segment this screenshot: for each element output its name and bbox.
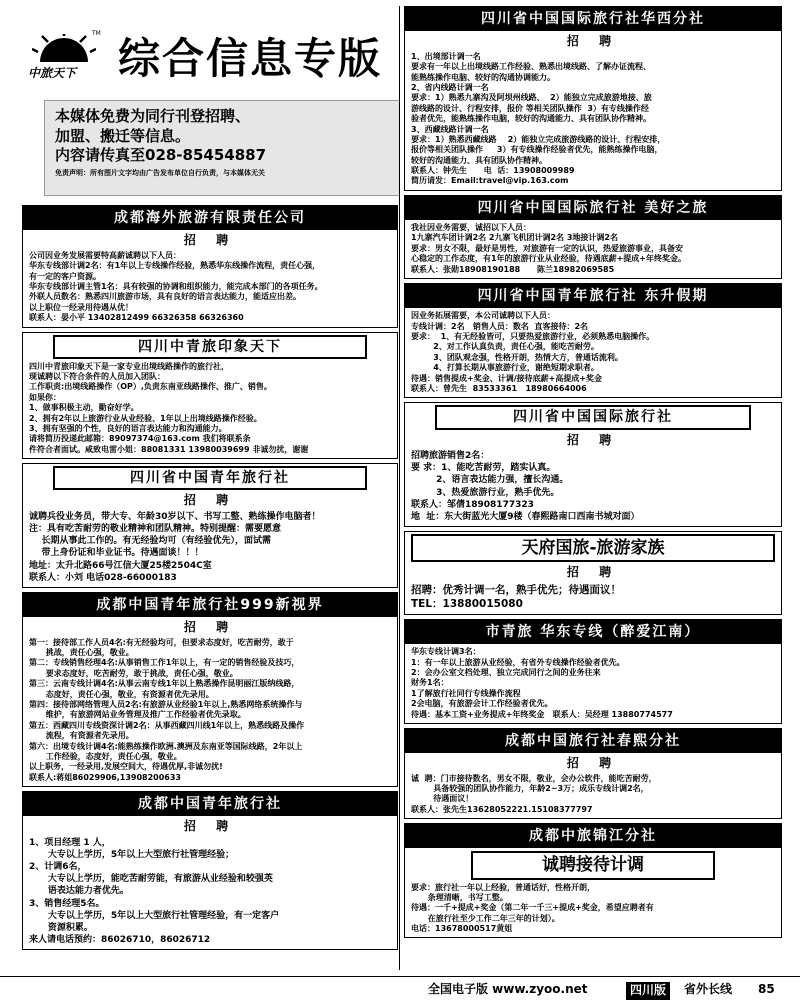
footer-section: 省外长线 bbox=[684, 982, 733, 996]
ad-title: 成都中国青年旅行社 bbox=[23, 792, 397, 816]
ad-line: 外联人员数名：熟悉四川旅游市场，具有良好的语言表达能力，能适应出差。 bbox=[29, 292, 301, 302]
ad-line: 条理清晰，书写工整。 bbox=[411, 892, 508, 902]
ad-line: 第五：西藏四川专线资深计调2名：从事西藏四川线1年以上，熟悉线路及操作 bbox=[29, 720, 305, 730]
ad-body bbox=[411, 883, 775, 935]
job-ad bbox=[22, 463, 398, 588]
ad-line: 以上职务，一经录用,发展空间大，待遇优厚,非诚勿扰! bbox=[29, 762, 223, 772]
sun-logo-icon bbox=[32, 34, 96, 64]
job-ad bbox=[22, 205, 398, 328]
job-ad bbox=[404, 283, 782, 398]
ad-line: 待遇：一千+提成+奖金（第二年一千三+提成+奖金，希望应聘者有 bbox=[411, 903, 654, 913]
ad-line: 带上身份证和毕业证书。待遇面谈！！！ bbox=[29, 548, 204, 559]
masthead bbox=[22, 6, 398, 201]
ad-line: 4、打算长期从事旅游行业，谢绝短期求职者。 bbox=[411, 363, 599, 373]
left-column bbox=[22, 6, 398, 954]
ad-line: 简历请发：Email:travel@vip.163.com bbox=[411, 176, 569, 186]
ad-line: 3、热爱旅游行业，熟手优先。 bbox=[411, 487, 560, 498]
ad-line: 联系人：晏小平 13402812499 66326358 66326360 bbox=[29, 313, 244, 323]
ad-body bbox=[411, 311, 775, 394]
ad-line: 2、计调6名， bbox=[29, 862, 87, 873]
ad-line: 2会电脑，有旅游会计工作经验者优先。 bbox=[411, 699, 553, 709]
ad-subtitle: 招 聘 bbox=[566, 565, 620, 580]
page-number: 85 bbox=[758, 982, 775, 996]
ad-line: 第六：出境专线计调4名:能熟练操作欧洲.澳洲及东南亚等国际线路，2年以上 bbox=[29, 741, 303, 751]
ad-line: TEL：13880015080 bbox=[411, 597, 523, 610]
ad-body bbox=[411, 450, 775, 523]
ad-line: 流程，有资源者先录用。 bbox=[29, 731, 134, 741]
job-ad bbox=[22, 592, 398, 787]
ad-line: 3、销售经理5名。 bbox=[29, 898, 105, 909]
disclaimer: 免责声明：所有图片文字均由广告发布单位自行负责，与本媒体无关 bbox=[55, 168, 265, 177]
job-ad bbox=[404, 619, 782, 724]
ad-line: 心稳定的工作态度，有1年的旅游行业从业经验，待遇底薪+提成+年终奖金。 bbox=[411, 254, 686, 264]
ad-line: 3、西藏线路计调一名 bbox=[411, 124, 489, 134]
ad-line: 诚聘兵役业务员，带大专、年龄30岁以下、书写工整、熟练操作电脑者！ bbox=[29, 512, 321, 522]
ad-line: 2、对工作认真负责，责任心强，能吃苦耐劳。 bbox=[411, 342, 599, 352]
job-ad bbox=[22, 332, 398, 460]
ad-line: 具备较强的团队协作能力，年龄2~3万；成乐专线计调2名， bbox=[411, 784, 649, 794]
logo bbox=[22, 28, 110, 98]
ad-body bbox=[411, 647, 775, 720]
ad-line: 联系人:蒋姐86029906,13908200633 bbox=[29, 772, 181, 782]
page-title: 综合信息专版 bbox=[118, 34, 383, 83]
logo-text: 中旅天下 bbox=[28, 66, 77, 80]
ad-line: 工作职责:出境线路操作（OP）,负责东南亚线路操作、推广、销售。 bbox=[29, 382, 272, 392]
job-ad bbox=[404, 195, 782, 279]
ad-line: 华东专线部计调主管1名：具有较强的协调和组织能力，能完成本部门的各项任务。 bbox=[29, 281, 323, 291]
ad-body bbox=[411, 774, 775, 816]
ad-line: 以上职位一经录用待遇从优！ bbox=[29, 302, 133, 312]
ad-line: 四川中青旅印象天下是一家专业出境线路操作的旅行社， bbox=[29, 361, 229, 371]
ad-line: 联系人：张先生13628052221.15108377797 bbox=[411, 804, 593, 814]
ad-line: 华东专线部计调2名：有1年以上专线操作经验，熟悉华东线操作流程，责任心强， bbox=[29, 261, 321, 271]
ad-line: 验者优先，能熟练操作电脑，较好的沟通能力、具有团队协作精神。 bbox=[411, 114, 651, 124]
job-ad bbox=[404, 728, 782, 819]
ad-line: 要求：1）熟悉西藏线路 2）能独立完成旅游线路的设计、行程安排， bbox=[411, 134, 666, 144]
ad-body bbox=[411, 52, 775, 187]
footer-site: 全国电子版 www.zyoo.net bbox=[428, 982, 588, 996]
ad-subtitle: 招 聘 bbox=[566, 756, 620, 771]
ad-line: 态度好，责任心强，敬业，有资源者优先录用。 bbox=[29, 689, 214, 699]
ad-line: 如果你： bbox=[29, 392, 61, 402]
ad-line: 第四：接待部网络管理人员2名:有旅游从业经验1年以上,熟悉网络系统操作与 bbox=[29, 699, 303, 709]
ad-line: 1：有一年以上旅游从业经验，有省外专线操作经验者优先。 bbox=[411, 657, 625, 667]
ad-line: 要求：1）熟悉九寨沟及阿坝州线路、 2）能独立完成旅游地接、旅 bbox=[411, 93, 652, 103]
ad-line: 第一：接待部工作人员4名:有无经验均可，但要求态度好，吃苦耐劳，敢于 bbox=[29, 637, 294, 647]
trademark-mark: TM bbox=[92, 30, 101, 37]
ad-line: 在旅行社至少工作二年三年的计划）。 bbox=[411, 913, 560, 923]
ad-line: 工作经验，态度好，责任心强，敬业。 bbox=[29, 751, 182, 761]
ad-title: 成都中旅锦江分社 bbox=[405, 824, 781, 848]
notice-box bbox=[44, 100, 400, 196]
ad-line: 大专以上学历，能吃苦耐劳能，有旅游从业经验和较强英 bbox=[29, 874, 273, 885]
notice-line: 本媒体免费为同行刊登招聘、 bbox=[55, 107, 251, 125]
job-ad bbox=[404, 402, 782, 527]
ad-line: 地址：太升北路66号江信大厦25楼2504C室 bbox=[29, 560, 212, 571]
ad-title: 四川省中国青年旅行社 bbox=[53, 466, 367, 490]
ad-line: 有一定的客户资源。 bbox=[29, 271, 101, 281]
ad-line: 要求有一年以上出境线路工作经验、熟悉出境线路、了解办证流程、 bbox=[411, 62, 651, 72]
ad-line: 联系人：小刘 电话028-66000183 bbox=[29, 572, 177, 583]
ad-line: 较好的沟通能力、具有团队协作精神。 bbox=[411, 155, 547, 165]
ad-title: 成都海外旅游有限责任公司 bbox=[23, 206, 397, 230]
notice-line: 加盟、搬迁等信息。 bbox=[55, 126, 191, 145]
ad-title: 四川省中国国际旅行社 bbox=[435, 405, 751, 429]
ad-line: 要 求：1、能吃苦耐劳，踏实认真。 bbox=[411, 463, 556, 474]
ad-line: 挑战，责任心强，敬业。 bbox=[29, 648, 134, 658]
job-ad bbox=[404, 6, 782, 191]
ad-line: 件符合者面试。咸致电雷小姐：88081331 13980039699 非诚勿扰，谢谢 bbox=[29, 444, 309, 454]
ad-subtitle: 招 聘 bbox=[183, 620, 237, 635]
ad-line: 公司因业务发展需要特高薪诚聘以下人员： bbox=[29, 250, 181, 260]
ad-title: 天府国旅-旅游家族 bbox=[411, 534, 775, 562]
ad-line: 联系人：曾先生 83533361 18980664006 bbox=[411, 383, 587, 393]
ad-title: 市青旅 华东专线（醉爱江南） bbox=[405, 620, 781, 644]
ad-line: 因业务拓展需要，本公司诚聘以下人员： bbox=[411, 311, 555, 321]
ad-line: 要求态度好，吃苦耐劳，敢于挑战，责任心强，敬业。 bbox=[29, 668, 238, 678]
ad-line: 要求：男女不限，最好是男性，对旅游有一定的认识，热爱旅游事业，具备安 bbox=[411, 243, 683, 253]
ad-subtitle: 诚聘接待计调 bbox=[471, 851, 715, 879]
ad-line: 财务1名： bbox=[411, 678, 449, 688]
ad-body bbox=[29, 251, 391, 324]
ad-line: 1、出境部计调一名 bbox=[411, 51, 481, 61]
ad-line: 招聘：优秀计调一名，熟手优先；待遇面议！ bbox=[411, 583, 621, 596]
ad-line: 1了解旅行社同行专线操作流程 bbox=[411, 688, 521, 698]
ad-line: 联系人：张勋18908190188 陈兰18982069585 bbox=[411, 264, 615, 274]
ad-line: 待遇面议！ bbox=[411, 794, 474, 804]
ad-line: 来人请电话预约：86026710，86026712 bbox=[29, 935, 211, 945]
ad-line: 待遇：销售提成+奖金、计调/接待底薪+高提成+奖金 bbox=[411, 373, 603, 383]
ad-line: 2、拥有2年以上旅游行业从业经验、1年以上出境线路操作经验。 bbox=[29, 413, 262, 423]
ad-line: 要求： 1、有无经验皆可，只要热爱旅游行业，必须熟悉电脑操作。 bbox=[411, 331, 655, 341]
job-ad bbox=[404, 531, 782, 615]
ad-line: 地 址：东大街蓝光大厦9楼（春熙路南口西南书城对面） bbox=[411, 511, 640, 522]
ad-title: 四川中青旅印象天下 bbox=[53, 335, 367, 359]
right-column bbox=[404, 6, 782, 942]
ad-line: 资源积累。 bbox=[29, 922, 93, 933]
left-ads bbox=[22, 205, 398, 950]
ad-subtitle: 招 聘 bbox=[183, 233, 237, 248]
ad-line: 2：会办公室文档处理、独立完成同行之间的业务往来 bbox=[411, 667, 601, 677]
ad-line: 1、项目经理 1 人， bbox=[29, 837, 111, 848]
ad-body bbox=[411, 583, 775, 611]
ad-line: 招聘旅游销售2名： bbox=[411, 451, 490, 462]
ad-line: 能熟练操作电脑、较好的沟通协调能力。 bbox=[411, 72, 555, 82]
ad-body bbox=[29, 511, 391, 584]
ad-line: 语表达能力者优先。 bbox=[29, 886, 129, 897]
ad-line: 要求：旅行社一年以上经验，普通话好，性格开朗， bbox=[411, 882, 595, 892]
ad-line: 诚 聘：门市接待数名，男女不限，敬业，会办公软件，能吃苦耐劳， bbox=[411, 773, 657, 783]
ad-line: 大专以上学历，5年以上大型旅行社管理经验，有一定客户 bbox=[29, 910, 280, 921]
job-ad bbox=[404, 823, 782, 938]
ad-line: 2、语言表达能力强，擅长沟通。 bbox=[411, 475, 569, 486]
ad-line: 3、拥有坚强的个性，良好的语言表达能力和沟通能力。 bbox=[29, 424, 227, 434]
ad-line: 第三：云南专线计调4名:从事云南专线1年以上熟悉操作昆明丽江版纳线路， bbox=[29, 679, 300, 689]
column-divider bbox=[399, 6, 400, 970]
ad-subtitle: 招 聘 bbox=[566, 34, 620, 49]
right-ads bbox=[404, 6, 782, 938]
page-footer bbox=[0, 976, 800, 1000]
ad-subtitle: 招 聘 bbox=[183, 493, 237, 508]
ad-body bbox=[29, 362, 391, 456]
ad-line: 第二：专线销售经理4名:从事销售工作1年以上，有一定的销售经验及技巧， bbox=[29, 658, 300, 668]
ad-title: 四川省中国青年旅行社 东升假期 bbox=[405, 284, 781, 308]
ad-line: 我社因业务需要，诚招以下人员： bbox=[411, 223, 531, 233]
ad-line: 待遇：基本工资+业务提成+年终奖金 联系人：吴经理 13880774577 bbox=[411, 709, 673, 719]
ad-line: 3、团队观念强，性格开朗，热情大方，普通话流利。 bbox=[411, 352, 623, 362]
ad-line: 现诚聘以下符合条件的人员加入团队： bbox=[29, 372, 165, 382]
ad-line: 大专以上学历，5年以上大型旅行社管理经验； bbox=[29, 850, 235, 861]
ad-line: 专线计调：2名 销售人员：数名 直客接待：2名 bbox=[411, 321, 589, 331]
ad-body bbox=[29, 638, 391, 783]
ad-line: 游线路的设计、行程安排，报价 等相关团队操作 3）有专线操作经 bbox=[411, 103, 649, 113]
ad-line: 1、做事积极主动，勤奋好学。 bbox=[29, 403, 139, 413]
ad-line: 长期从事此工作的。有无经验均可（有经验优先），面试需 bbox=[29, 536, 272, 547]
ad-title: 成都中国青年旅行社999新视界 bbox=[23, 593, 397, 617]
ad-line: 注：具有吃苦耐劳的敬业精神和团队精神。特别提醒：需要愿意 bbox=[29, 524, 282, 535]
ad-line: 报价等相关团队操作 3）有专线操作经验者优先，能熟练操作电脑， bbox=[411, 145, 663, 155]
ad-line: 联系人：邹倩18908177323 bbox=[411, 499, 534, 510]
ad-title: 成都中国旅行社春熙分社 bbox=[405, 729, 781, 753]
ad-line: 请将简历投递此邮箱：89097374@163.com 我们将联系条 bbox=[29, 434, 251, 444]
footer-edition: 四川版 bbox=[626, 982, 670, 1000]
ad-line: 2、省内线路计调一名 bbox=[411, 82, 489, 92]
ad-line: 电话：13678000517黄姐 bbox=[411, 924, 513, 934]
ad-subtitle: 招 聘 bbox=[566, 432, 620, 447]
ad-body bbox=[29, 837, 391, 946]
ad-line: 联系人：钟先生 电 话：13908009989 bbox=[411, 166, 575, 176]
notice-line: 内容请传真至028-85454887 bbox=[55, 146, 267, 164]
ad-line: 维护，有旅游网站业务管理及推广工作经验者优先录取。 bbox=[29, 710, 246, 720]
ad-body bbox=[411, 223, 775, 275]
ad-title: 四川省中国国际旅行社华西分社 bbox=[405, 7, 781, 31]
ad-line: 1九寨汽车团计调2名 2九寨飞机团计调2名 3地接计调2名 bbox=[411, 233, 618, 243]
ad-line: 华东专线计调3名： bbox=[411, 647, 481, 657]
ad-subtitle: 招 聘 bbox=[183, 819, 237, 834]
ad-title: 四川省中国国际旅行社 美好之旅 bbox=[405, 196, 781, 220]
job-ad bbox=[22, 791, 398, 950]
